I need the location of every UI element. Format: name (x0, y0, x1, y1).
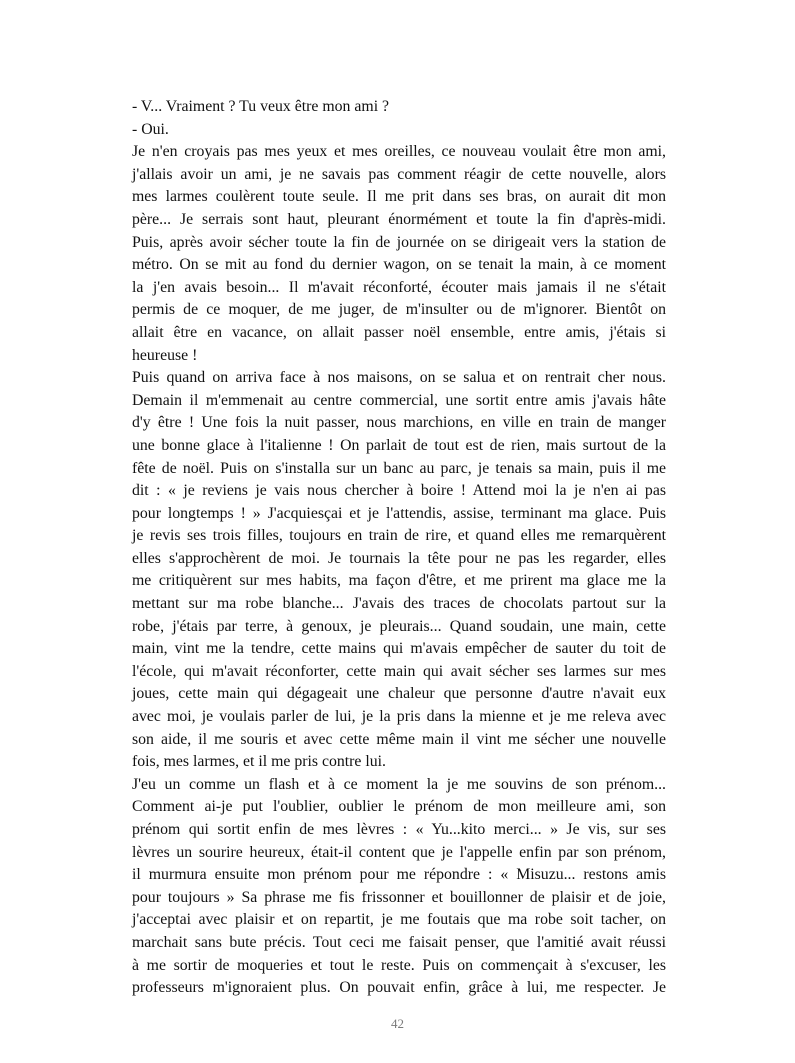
text-line: son aide, il me souris et avec cette même main il vint me sécher une nouvelle (132, 730, 666, 748)
page-number: 42 (391, 1016, 404, 1031)
paragraph (132, 119, 666, 142)
text-line: me critiquèrent sur mes habits, ma façon d'être, et me prirent ma glace me la (132, 572, 666, 590)
text-line: il murmura ensuite mon prénom pour me répondre : « Misuzu... restons amis (132, 866, 666, 884)
text-line: robe, j'étais par terre, à genoux, je pleurais... Quand soudain, une main, cette (132, 617, 666, 635)
text-line: mes larmes coulèrent toute seule. Il me prit dans ses bras, on aurait dit mon (132, 188, 666, 206)
text-line: Je n'en croyais pas mes yeux et mes oreilles, ce nouveau voulait être mon ami, (132, 143, 666, 161)
text-line: pour toujours » Sa phrase me fis frissonner et bouillonner de plaisir et de joie, (132, 888, 666, 906)
text-line: joues, cette main qui dégageait une chaleur que personne d'autre n'avait eux (132, 685, 666, 703)
page-body (132, 96, 666, 1000)
text-line: l'école, qui m'avait réconforter, cette main qui avait sécher ses larmes sur mes (132, 662, 666, 680)
text-line: allait être en vacance, on allait passer noël ensemble, entre amis, j'étais si (132, 323, 666, 341)
text-line: avec moi, je voulais parler de lui, je la pris dans la mienne et je me releva avec (132, 708, 666, 726)
text-line: lèvres un sourire heureux, était-il content que je l'appelle enfin par son prénom, (132, 843, 666, 861)
text-line: Demain il m'emmenait au centre commercial, une sortit entre amis j'avais hâte (132, 391, 666, 409)
text-line: Puis, après avoir sécher toute la fin de journée on se dirigeait vers la station de (132, 233, 666, 251)
text-line: elles s'approchèrent de moi. Je tournais la tête pour ne pas les regarder, elles (132, 549, 666, 567)
text-line: père... Je serrais sont haut, pleurant énormément et toute la fin d'après-midi. (132, 210, 666, 228)
text-line: une bonne glace à l'italienne ! On parlait de tout est de rien, mais surtout de la (132, 436, 666, 454)
text-line: je revis ses trois filles, toujours en train de rire, et quand elles me remarquèrent (132, 527, 666, 545)
text-line: métro. On se mit au fond du dernier wagon, on se tenait la main, à ce moment (132, 256, 666, 274)
text-line: la j'en avais besoin... Il m'avait réconforté, écouter mais jamais il ne s'était (132, 278, 666, 296)
text-line: J'eu un comme un flash et à ce moment la je me souvins de son prénom... (132, 775, 666, 793)
text-line: professeurs m'ignoraient plus. On pouvait enfin, grâce à lui, me respecter. Je (132, 979, 666, 997)
paragraph (132, 141, 666, 367)
text-line: fois, mes larmes, et il me pris contre lui. (132, 753, 387, 771)
text-line: permis de ce moquer, de me juger, de m'insulter ou de m'ignorer. Bientôt on (132, 301, 666, 319)
text-line: d'y être ! Une fois la nuit passer, nous marchions, en ville en train de manger (132, 414, 666, 432)
text-line: à me sortir de moqueries et tout le reste. Puis on commençait à s'excuser, les (132, 956, 666, 974)
paragraph (132, 96, 666, 119)
text-line: Puis quand on arriva face à nos maisons, on se salua et on rentrait cher nous. (132, 369, 666, 387)
text-line: mettant sur ma robe blanche... J'avais des traces de chocolats partout sur la (132, 595, 666, 613)
text-line: main, vint me la tendre, cette mains qui m'avais empêcher de sauter du toit de (132, 640, 666, 658)
text-line: prénom qui sortit enfin de mes lèvres : « Yu...kito merci... » Je vis, sur ses (132, 821, 666, 838)
text-line: heureuse ! (132, 346, 198, 364)
text-line: j'acceptai avec plaisir et on repartit, je me foutais que ma robe soit tacher, on (132, 911, 666, 929)
text-line: fête de noël. Puis on s'installa sur un banc au parc, je tenais sa main, puis il me (132, 459, 666, 477)
text-line: - V... Vraiment ? Tu veux être mon ami ? (132, 98, 390, 115)
paragraph (132, 367, 666, 774)
paragraph (132, 774, 666, 1000)
text-line: marchait sans bute précis. Tout ceci me faisait penser, que l'amitié avait réussi (132, 933, 666, 951)
text-line: - Oui. (132, 120, 169, 138)
text-line: dit : « je reviens je vais nous chercher à boire ! Attend moi la je n'en ai pas (132, 482, 666, 500)
text-line: j'allais avoir un ami, je ne savais pas comment réagir de cette nouvelle, alors (132, 165, 666, 183)
text-line: Comment ai-je put l'oublier, oublier le prénom de mon meilleure ami, son (132, 798, 666, 816)
text-line: pour longtemps ! » J'acquiesçai et je l'attendis, assise, terminant ma glace. Puis (132, 504, 666, 522)
